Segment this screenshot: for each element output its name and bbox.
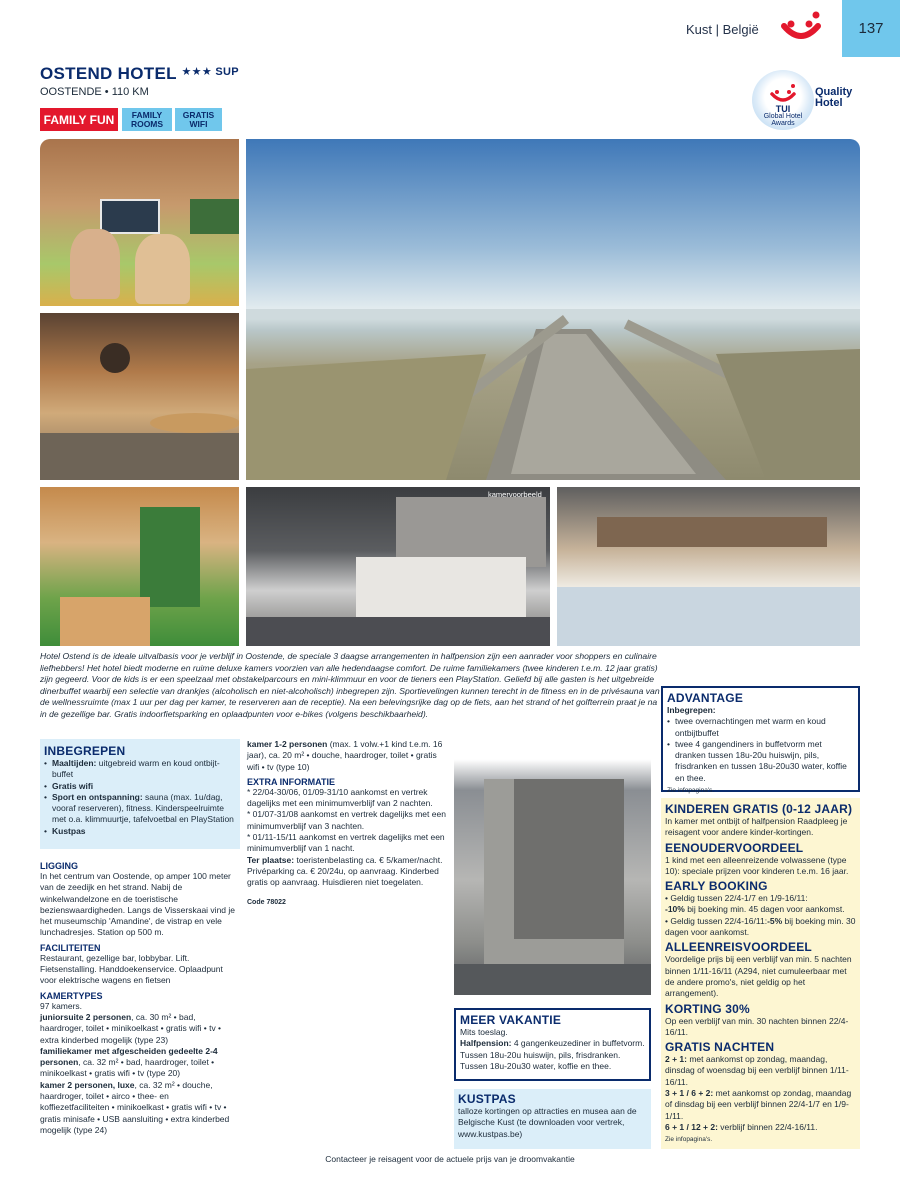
ter-plaatse: Ter plaatse: toeristenbelasting ca. € 5/kamer/nacht. Privéparking ca. € 20/24u, op aanvraag. Kinderbed gratis op aanvraag. Huisdieren niet toegelaten. xyxy=(247,854,443,888)
alleen-title: ALLEENREISVOORDEEL xyxy=(665,940,812,955)
quality-hotel-label xyxy=(815,87,852,109)
award-tui-label: TUI xyxy=(775,104,791,114)
inbegrepen-box xyxy=(40,739,240,849)
early-line: -10% bij boeking min. 45 dagen voor aankomst. xyxy=(665,904,845,915)
photo-bar xyxy=(40,313,239,480)
advantage-title: ADVANTAGE xyxy=(667,691,744,705)
page-number: 137 xyxy=(842,0,900,57)
room-type: juniorsuite 2 personen, ca. 30 m² • bad, haardroger, toilet • minikoelkast • gratis wifi • tv • extra kinderbed mogelijk (type 23) xyxy=(40,1011,222,1045)
korting-text: Op een verblijf van min. 30 nachten binnen 22/4-16/11. xyxy=(665,1015,849,1037)
kamertypes-count: 97 kamers. xyxy=(40,1000,83,1011)
photo-restaurant xyxy=(557,487,860,646)
region-label: Kust | België xyxy=(686,22,759,37)
kinderen-text: In kamer met ontbijt of halfpension Raadpleeg je reisagent voor andere kinder-kortingen. xyxy=(665,816,848,838)
room-type: familiekamer met afgescheiden gedeelte 2-4 personen, ca. 32 m² • bad, haardroger, toilet • minikoelkast • gratis wifi • tv (type 20) xyxy=(40,1045,218,1079)
photo-playground xyxy=(40,487,239,646)
eenouder-text: 1 kind met een alleenreizende volwassene (type 10): speciale prijzen voor kinderen t.e.m. 16 jaar. xyxy=(665,854,849,876)
early-title: EARLY BOOKING xyxy=(665,879,768,894)
footer-text: Contacteer je reisagent voor de actuele prijs van je droomvakantie xyxy=(325,1154,575,1164)
badge-gratis-wifi: GRATIS WIFI xyxy=(175,108,222,131)
advantage-note: Zie infopagina's. xyxy=(667,787,715,795)
meer-halfpension: Halfpension: 4 gangenkeuzediner in buffetvorm. Tussen 18u-20u huiswijn, pils, frisdranken. Tussen 18u-20u30 water, koffie en thee. xyxy=(460,1038,645,1071)
list-item: • twee overnachtingen met warm en koud ontbijtbuffet xyxy=(667,716,854,739)
promotions-box xyxy=(661,798,860,1149)
list-item: • Kustpas xyxy=(44,826,234,837)
quality-line2: Hotel xyxy=(815,97,843,109)
award-line2: Awards xyxy=(771,120,795,127)
list-item: • twee 4 gangendiners in buffetvorm met dranken tussen 18u-20u huiswijn, pils, frisdranken en tussen 18u-20u30 water, koffie en thee. xyxy=(667,739,854,784)
award-text xyxy=(752,113,814,127)
photo-boardwalk-beach xyxy=(246,139,860,480)
inbegrepen-list xyxy=(44,758,234,837)
kustpas-box xyxy=(454,1089,651,1149)
kinderen-title: KINDEREN GRATIS (0-12 JAAR) xyxy=(665,802,853,816)
gratis-title: GRATIS NACHTEN xyxy=(665,1040,775,1055)
meer-line: Mits toeslag. xyxy=(460,1027,508,1037)
hotel-name: OSTEND HOTEL xyxy=(40,64,177,83)
ligging-text: In het centrum van Oostende, op amper 100 meter van de zeedijk en het strand. Nabij de winkelwandelzone en de toeristische bezienswaardigheden. Langs de Visserskaai vind je het museumschip 'Amandine', de vistrap en vele lunchadresjes. Station op 500 m. xyxy=(40,871,235,938)
eenouder-title: EENOUDERVOORDEEL xyxy=(665,840,804,855)
alleen-text: Voordelige prijs bij een verblijf van min. 5 nachten binnen 1/11-16/11 (A294, niet cumuleerbaar met de andere promo's, niet geldig op het arrangement). xyxy=(665,954,852,999)
kamertypes-title: KAMERTYPES xyxy=(40,990,103,1001)
hotel-code: Code 78022 xyxy=(247,898,286,906)
list-item: • Gratis wifi xyxy=(44,781,234,792)
early-line: • Geldig tussen 22/4-16/11:-5% bij boeking min. 30 dagen voor aankomst. xyxy=(665,915,856,938)
hotel-title xyxy=(40,64,239,84)
hotel-stars: ★★★ SUP xyxy=(181,66,239,78)
advantage-list xyxy=(667,716,854,784)
extra-item: * 01/07-31/08 aankomst en vertrek dagelijks met een minimumverblijf van 3 nachten. xyxy=(247,809,446,831)
kustpas-title: KUSTPAS xyxy=(458,1092,516,1106)
hotel-description: Hotel Ostend is de ideale uitvalbasis voor je verblijf in Oostende, de speciale 3 daagse arrangementen in halfpension zijn een aanrader voor shoppers en culinaire liefhebbers! Het hotel biedt moderne en ruime deluxe kamers voorzien van alle hedendaagse comfort. De ruime familiekamers (twee kinderen t.e.m. 12 jaar gratis) zijn gegeerd. Voor de kids is er een speelzaal met obstakelparcours en mini-klimmuur en voor de tieners een PlayStation. Geliefd bij alle gasten is het uitgebreide dinerbuffet waarbij een selectie van drankjes (alcoholisch en niet-alcoholisch) inbegrepen zijn. Sportievelingen kunnen terecht in de fitness en in de privésauna van de wellnessruimte (max 1 uur per dag per kamer, te reserveren aan de receptie). Na een belevingsrijke dag op de fiets, aan het strand of het golfterrein praat je na in de gezellige bar. Gratis indoorfietsparking en oplaadpunten voor e-bikes (volgens beschikbaarheid). xyxy=(40,651,660,719)
room-type: kamer 2 personen, luxe, ca. 32 m² • douche, haardroger, toilet • airco • thee- en koffiezetfaciliteiten • minikoelkast • gratis wifi • tv • gratis minisafe • USB aansluiting • extra kinderbed mogelijk (type 24) xyxy=(40,1079,230,1135)
photo-hotel-building xyxy=(454,739,651,995)
column-left xyxy=(40,857,240,1136)
list-item: • Maaltijden: uitgebreid warm en koud ontbijt-buffet xyxy=(44,758,234,781)
ligging-title: LIGGING xyxy=(40,861,78,871)
extra-item: * 22/04-30/06, 01/09-31/10 aankomst en vertrek dagelijks met een minimumverblijf van 2 nachten. xyxy=(247,786,433,809)
advantage-subtitle: Inbegrepen: xyxy=(667,705,716,715)
list-item: • Sport en ontspanning: sauna (max. 1u/dag, vooraf reserveren), fitness. Kinderspeelruimte met o.a. klimmuurtje, tafelvoetbal en PlayStation xyxy=(44,792,234,826)
inbegrepen-title: INBEGREPEN xyxy=(44,744,126,758)
photo-playroom xyxy=(40,139,239,306)
badge-family-rooms: FAMILY ROOMS xyxy=(122,108,172,131)
photo-bedroom xyxy=(246,487,550,646)
room-type: kamer 1-2 personen (max. 1 volw.+1 kind t.e.m. 16 jaar), ca. 20 m² • douche, haardroger, toilet • gratis wifi • tv (type 10) xyxy=(247,739,443,772)
photo-caption: kamervoorbeeld xyxy=(488,490,542,499)
meer-vakantie-box xyxy=(454,1008,651,1081)
early-line: • Geldig tussen 22/4-1/7 en 1/9-16/11: xyxy=(665,893,808,904)
faciliteiten-title: FACILITEITEN xyxy=(40,942,101,953)
gratis-line: 3 + 1 / 6 + 2: met aankomst op zondag, maandag of dinsdag bij een verblijf binnen 22/4-1/7 en 1/9-1/11. xyxy=(665,1088,852,1121)
column-middle xyxy=(247,739,447,906)
extra-title: EXTRA INFORMATIE xyxy=(247,776,335,787)
meer-vakantie-title: MEER VAKANTIE xyxy=(460,1013,562,1027)
boardwalk-illustration xyxy=(246,139,860,480)
award-line1: Global Hotel xyxy=(763,113,803,120)
faciliteiten-text: Restaurant, gezellige bar, lobbybar. Lift. Fietsenstalling. Handdoekenservice. Oplaadpunt voor elektrische wagens en fietsen xyxy=(40,952,223,986)
gratis-line: 2 + 1: met aankomst op zondag, maandag, dinsdag of woensdag bij een verblijf binnen 1/11-16/11. xyxy=(665,1054,849,1087)
badge-family-fun: FAMILY FUN xyxy=(40,108,118,131)
korting-title: KORTING 30% xyxy=(665,1001,750,1016)
kustpas-text: talloze kortingen op attracties en musea aan de Belgische Kust (te downloaden voor vertrek, www.kustpas.be) xyxy=(458,1106,637,1139)
tui-logo-icon xyxy=(778,10,824,50)
advantage-box xyxy=(661,686,860,795)
extra-item: * 01/11-15/11 aankomst en vertrek dagelijks met een minimumverblijf van 1 nacht. xyxy=(247,832,445,854)
promo-note: Zie infopagina's. xyxy=(665,1136,713,1144)
gratis-line: 6 + 1 / 12 + 2: verblijf binnen 22/4-16/11. xyxy=(665,1121,818,1132)
hotel-location: OOSTENDE • 110 KM xyxy=(40,86,149,98)
quality-line1: Quality xyxy=(815,86,853,98)
